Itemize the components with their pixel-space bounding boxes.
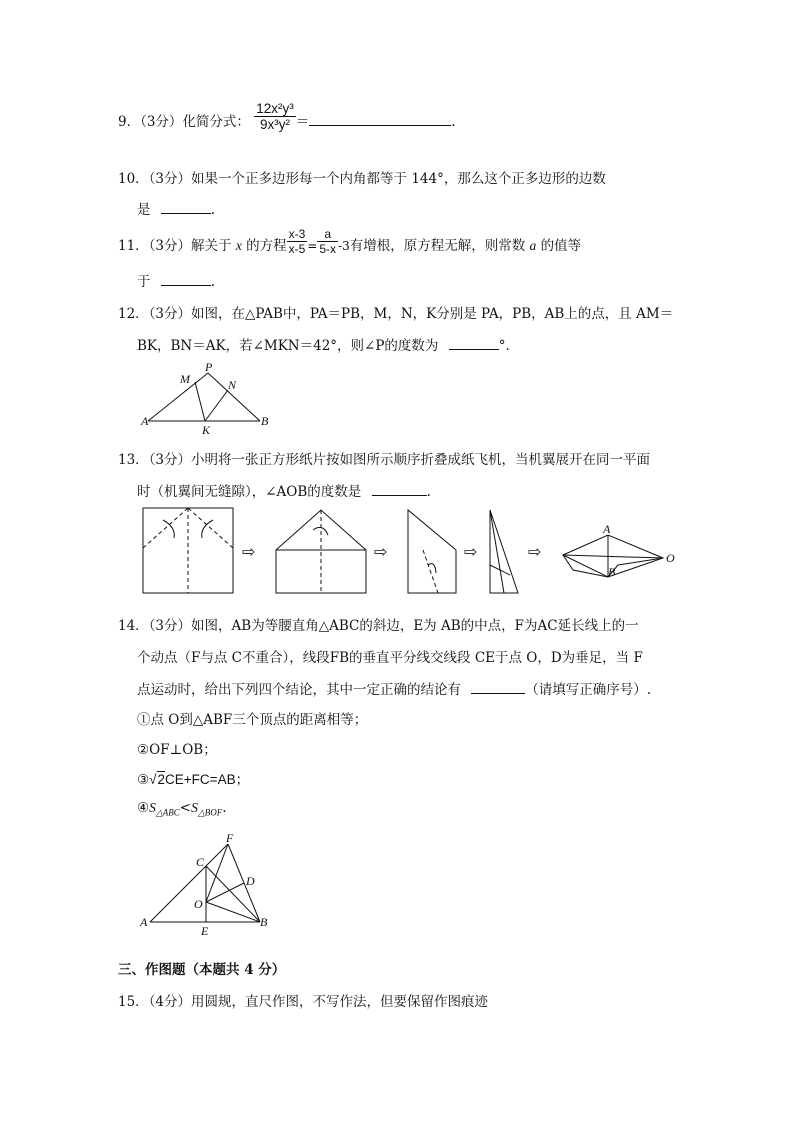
- q11-text1d: 的值等: [540, 238, 582, 254]
- q14-segment-OB: [206, 902, 260, 922]
- q11-answer-blank[interactable]: [161, 285, 211, 286]
- q12-label-A: A: [141, 414, 149, 428]
- section3-title: [118, 958, 285, 978]
- q14-label-A: A: [140, 915, 148, 929]
- q9-line: [118, 101, 456, 132]
- q10-number: 10．: [118, 171, 149, 187]
- q14-c3-post: CE+FC=AB；: [165, 772, 250, 787]
- q11-f1-num: x-3: [288, 227, 306, 241]
- q10-score: （3分）: [148, 171, 192, 187]
- q9-number: 9．: [118, 114, 141, 130]
- q12-label-P: P: [205, 360, 213, 374]
- q12-figure: [138, 360, 278, 440]
- q14-answer-blank[interactable]: [471, 693, 525, 694]
- q11-eq: =: [307, 239, 318, 253]
- q13-end: .: [426, 484, 431, 500]
- q15-score: （4分）: [148, 994, 192, 1010]
- q13-label-A: A: [603, 522, 611, 536]
- q11-line1: [118, 227, 582, 256]
- q14-conclusion-4: [137, 800, 227, 819]
- q14-label-D: D: [246, 874, 255, 888]
- q14-number: 14．: [118, 618, 149, 634]
- q10-text1: 如果一个正多边形每一个内角都等于 144°，那么这个正多边形的边数: [191, 171, 606, 187]
- q12-score: （3分）: [148, 306, 192, 322]
- q14-segment-OF: [206, 844, 228, 902]
- q13-score: （3分）: [148, 452, 192, 468]
- q12-segment-NK: [205, 390, 228, 421]
- q14-c3-sqrt: √2: [149, 772, 166, 787]
- q14-c3-radicand: 2: [157, 772, 166, 787]
- q12-label-K: K: [202, 423, 211, 437]
- q12-line1: [118, 302, 673, 322]
- q13-answer-blank[interactable]: [372, 495, 427, 496]
- q11-f2-den: 5-x: [319, 242, 337, 256]
- q14-line3: [137, 678, 651, 698]
- q14-c1-text: ①点 O到△ABF三个顶点的距离相等；: [137, 712, 368, 728]
- q13-arrow-3: ⇨: [464, 544, 478, 561]
- q11-f1-den: x-5: [288, 242, 306, 256]
- q13-figure: [138, 505, 698, 597]
- q11-end: .: [210, 274, 216, 290]
- q11-score: （3分）: [148, 238, 192, 254]
- q10-line1: [118, 167, 606, 187]
- q11-text1a: 解关于: [191, 238, 232, 254]
- q11-var-x: x: [235, 238, 242, 253]
- q14-c4-sub1: △ABC: [155, 807, 180, 818]
- q11-text2: 于: [137, 274, 151, 290]
- q13-step4-shape: [490, 510, 518, 593]
- q14-c4-s2: S: [191, 800, 198, 815]
- q15-line: [118, 990, 488, 1010]
- q13-arrow-2: ⇨: [374, 544, 388, 561]
- q9-end: .: [451, 114, 456, 130]
- q14-figure: [138, 832, 278, 938]
- q13-text1: 小明将一张正方形纸片按如图所示顺序折叠成纸飞机，当机翼展开在同一平面: [191, 452, 651, 468]
- q13-line1: [118, 448, 650, 468]
- q13-label-O: O: [666, 551, 675, 565]
- q12-line2: [137, 334, 519, 354]
- q12-segment-MK: [195, 382, 205, 421]
- q9-eq: ＝: [295, 114, 310, 130]
- q14-line1: [118, 614, 639, 634]
- q14-line2: [137, 646, 643, 666]
- q14-label-E: E: [201, 924, 209, 938]
- q10-text2: 是: [137, 202, 151, 218]
- section3-title-text: 三、作图题（本题共 4 分）: [118, 962, 286, 978]
- q14-label-B: B: [260, 915, 268, 929]
- q10-answer-blank[interactable]: [161, 213, 211, 214]
- q14-c2-text: ②OF⊥OB；: [137, 742, 217, 758]
- q15-text: 用圆规，直尺作图，不写作法，但要保留作图痕迹: [191, 994, 489, 1010]
- q13-step3-shape: [408, 510, 456, 593]
- q11-fraction1: [287, 227, 308, 256]
- q14-segment-AF: [150, 844, 228, 922]
- q14-c4-sub2: △BOF: [197, 807, 223, 818]
- q9-frac-num: 12x²y³: [256, 101, 294, 116]
- q12-number: 12．: [118, 306, 149, 322]
- q14-text2: 个动点（F与点 C不重合），线段FB的垂直平分线交线段 CE于点 O，D为垂足，当 F: [137, 650, 643, 666]
- q14-c4-s1: S: [149, 800, 156, 815]
- q14-text3b: （请填写正确序号）.: [525, 682, 652, 698]
- q11-line2: [137, 270, 215, 290]
- q11-fraction2: [317, 227, 338, 256]
- q9-answer-blank[interactable]: [309, 125, 451, 126]
- q15-number: 15．: [118, 994, 149, 1010]
- q12-label-M: M: [180, 372, 190, 386]
- q13-arrow-1: ⇨: [242, 544, 256, 561]
- q14-c4-lt: <: [179, 800, 192, 816]
- q14-conclusion-1: [137, 708, 367, 728]
- q14-label-F: F: [226, 832, 234, 845]
- q10-line2: [137, 198, 215, 218]
- q9-fraction: [254, 101, 296, 132]
- q14-c4-end: .: [222, 800, 227, 816]
- q10-end: .: [210, 202, 216, 218]
- q14-score: （3分）: [148, 618, 192, 634]
- q13-label-B: B: [608, 565, 616, 579]
- q13-text2: 时（机翼间无缝隙），∠AOB的度数是: [137, 484, 362, 500]
- q12-label-N: N: [228, 378, 237, 392]
- q12-answer-blank[interactable]: [449, 349, 499, 350]
- q14-c3-pre: ③: [137, 772, 150, 788]
- q13-line2: [137, 480, 431, 500]
- q14-conclusion-2: [137, 738, 217, 758]
- q14-text3: 点运动时，给出下列四个结论，其中一定正确的结论有: [137, 682, 461, 698]
- q9-frac-den: 9x³y²: [259, 117, 290, 132]
- q11-text1c: 有增根，原方程无解，则常数: [349, 238, 526, 254]
- q12-text2: BK，BN＝AK，若∠MKN＝42°，则∠P的度数为: [137, 338, 439, 354]
- q13-arrow-4: ⇨: [528, 544, 542, 561]
- q14-label-C: C: [196, 855, 205, 869]
- q11-f2-num: a: [317, 227, 338, 242]
- q9-text: 化简分式：: [182, 114, 250, 130]
- q14-text1: 如图，AB为等腰直角△ABC的斜边，E为 AB的中点，F为AC延长线上的一: [191, 618, 639, 634]
- q11-var-a: a: [529, 238, 537, 253]
- q12-label-B: B: [261, 414, 269, 428]
- q12-text1: 如图，在△PAB中，PA＝PB，M，N，K分别是 PA，PB，AB上的点，且 AM＝: [191, 306, 674, 322]
- q14-conclusion-3: [137, 768, 249, 788]
- q11-minus3: -3: [338, 239, 350, 253]
- q12-end: °．: [498, 338, 519, 354]
- q9-score: （3分）: [140, 114, 183, 130]
- q11-text1b: 的方程: [246, 238, 287, 254]
- q13-number: 13．: [118, 452, 149, 468]
- q14-label-O: O: [194, 897, 203, 911]
- q14-c4-pre: ④: [137, 800, 150, 816]
- q11-number: 11．: [118, 238, 149, 254]
